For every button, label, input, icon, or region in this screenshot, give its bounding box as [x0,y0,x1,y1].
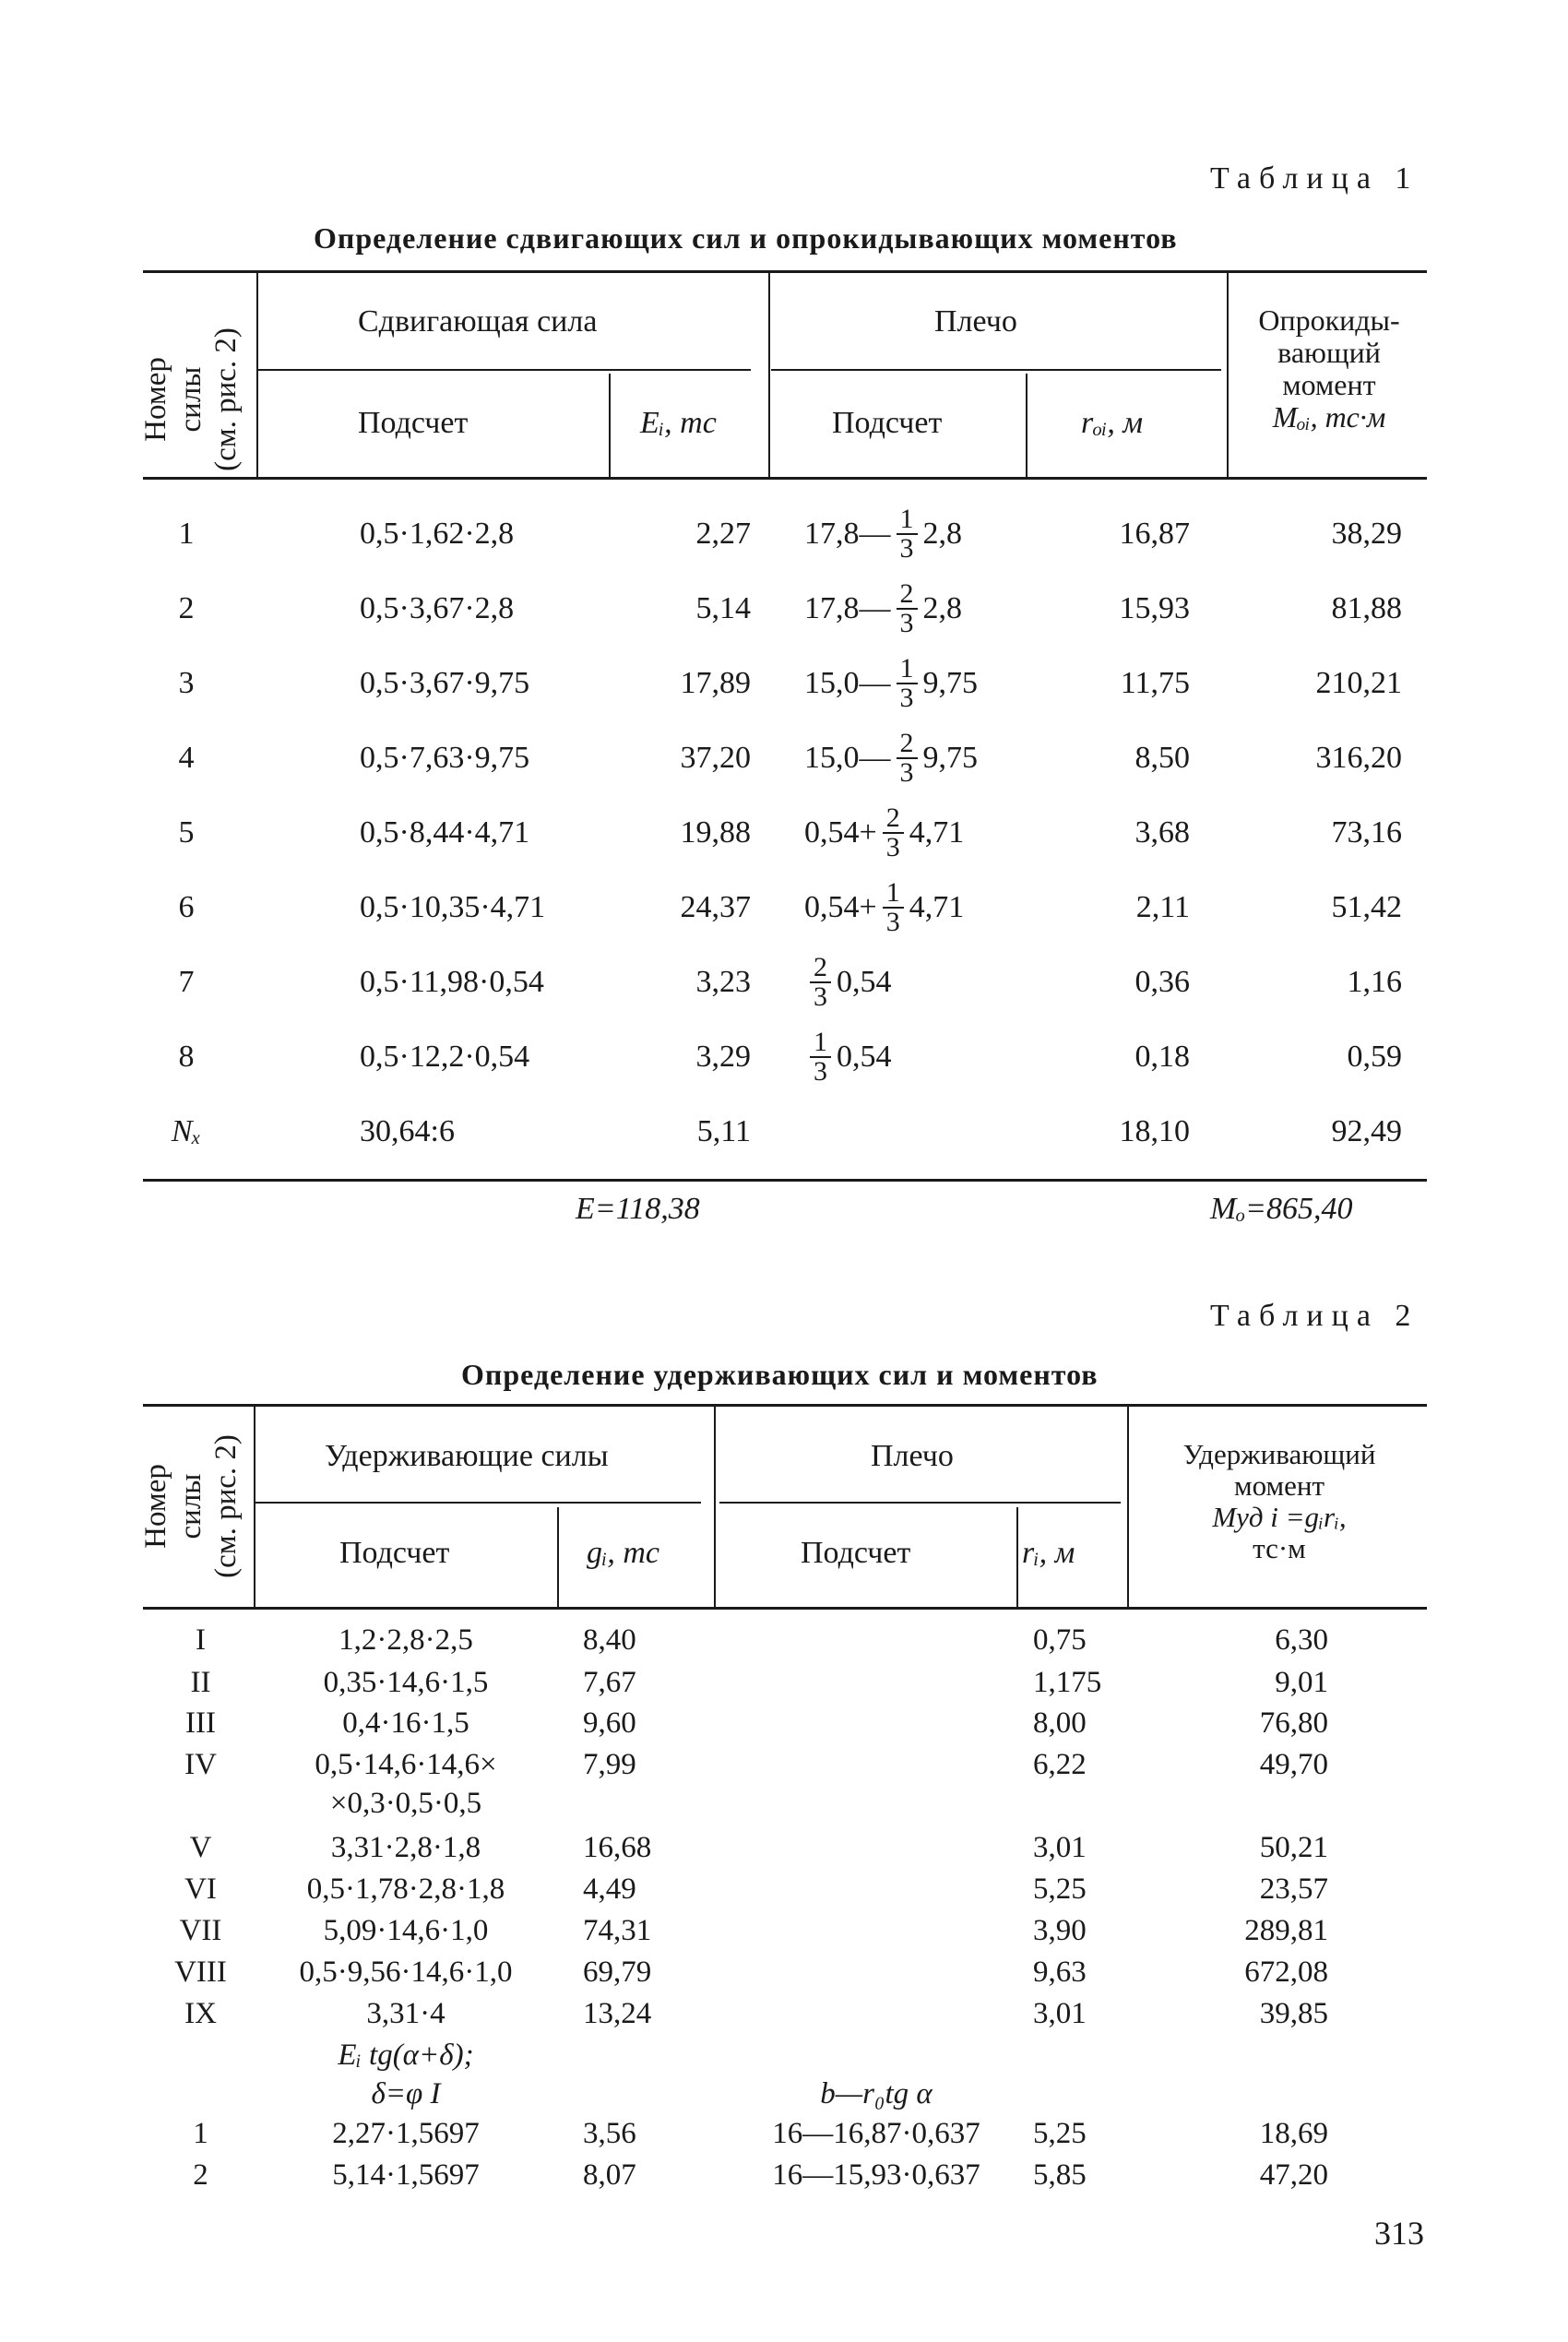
table1-row-ei: 5,11 [696,1114,751,1148]
table1-force-subrule [256,369,751,371]
table1-row-calc: 0,5·11,98·0,54 [360,965,544,999]
fraction-denominator: 3 [899,757,914,788]
arm-suffix: 9,75 [922,666,978,700]
table2-row-moment: 39,85 [1259,1997,1328,2030]
table1-row-moment: 1,16 [1347,965,1402,999]
table1-row-ei: 5,14 [695,591,751,625]
table1-row-calc: 0,5·12,2·0,54 [360,1040,530,1074]
table1-row-roi: 18,10 [1119,1114,1190,1148]
table2-row-gi: 7,67 [583,1666,636,1699]
table2-arm-header: Плечо [871,1439,954,1473]
table1-total-m: Mₒ=865,40 [1210,1192,1353,1226]
table2-gi-header: gᵢ, тс [587,1536,660,1570]
page-number: 313 [1374,2215,1424,2252]
arm-suffix: 0,54 [837,1040,892,1074]
table1-vline-1 [256,273,258,478]
table2-vline-4 [1016,1507,1018,1608]
table2-top-rule [143,1404,1427,1407]
table1-row-calc: 0,5·3,67·2,8 [360,591,515,625]
table2-row-ri: 0,75 [1033,1623,1087,1657]
table1-header-rule [143,477,1427,480]
table2-row-calc: 5,09·14,6·1,0 [323,1914,489,1947]
table2-row-calc: 0,5·1,78·2,8·1,8 [306,1872,505,1906]
table1-row-calc: 30,64:6 [360,1114,455,1148]
table1-row-number: Nₓ [171,1114,202,1148]
table1-row-ei: 2,27 [695,517,751,551]
table1-row-ei: 19,88 [680,815,751,850]
table2-row-number: 1 [193,2117,208,2150]
table1-row-ei: 3,23 [695,965,751,999]
table1-row-roi: 0,18 [1134,1040,1190,1074]
table2-row-gi: 3,56 [583,2117,636,2150]
arm-suffix: 9,75 [922,741,978,775]
table2-row-ri: 3,01 [1033,1997,1087,2030]
arm-prefix: 17,8— [804,591,891,625]
table2-row-calc: 0,5·9,56·14,6·1,0 [299,1956,513,1989]
table1-row-number: 8 [178,1040,195,1074]
arm-suffix: 4,71 [909,890,965,924]
table2-row-number: I [196,1623,206,1657]
arm-suffix: 4,71 [909,815,965,850]
table2-vline-3 [714,1407,716,1608]
fraction-denominator: 3 [899,533,914,564]
table1-top-rule [143,270,1427,273]
table2-row-moment: 47,20 [1259,2158,1328,2192]
table2-row-gi: 16,68 [583,1831,652,1864]
arm-fraction [810,954,831,1011]
table2-row-moment: 289,81 [1244,1914,1328,1947]
fraction-numerator: 2 [897,580,918,610]
fraction-denominator: 3 [885,907,900,937]
table1-row-moment: 0,59 [1347,1040,1402,1074]
table2-row-gi: 4,49 [583,1872,636,1906]
table2-row-moment: 18,69 [1259,2117,1328,2150]
table1-bottom-rule [143,1179,1427,1182]
table1-roi-header: rₒᵢ, м [1081,406,1144,440]
fraction-numerator: 1 [810,1028,831,1058]
table1-row-roi: 11,75 [1120,666,1190,700]
table1-row-moment: 92,49 [1331,1114,1402,1148]
table1-title: Определение сдвигающих сил и опрокидывающих моментов [314,221,1178,255]
table1-row-arm [804,730,978,787]
table2-row-gi: 74,31 [583,1914,652,1947]
table1-row-arm [804,655,978,712]
arm-prefix: 15,0— [804,666,891,700]
table2-row-ri: 5,85 [1033,2158,1087,2192]
table2-row-calc: 0,5·14,6·14,6× [315,1748,497,1781]
table2-arm-subrule [719,1502,1121,1504]
arm-suffix: 2,8 [922,591,962,625]
table1-row-calc: 0,5·1,62·2,8 [360,517,515,551]
arm-fraction [810,1028,831,1086]
table1-row-arm [804,1028,892,1086]
table2-row-ri: 3,90 [1033,1914,1087,1947]
table1-row-moment: 81,88 [1331,591,1402,625]
table2-caption: Таблица 2 [1210,1299,1420,1333]
table1-row-moment: 73,16 [1331,815,1402,850]
table2-row-gi: 7,99 [583,1748,636,1781]
arm-fraction [883,879,904,936]
table2-row-ri: 1,175 [1033,1666,1102,1699]
table1-force-header: Сдвигающая сила [358,304,598,339]
table1-ei-header: Eᵢ, тс [640,406,717,440]
table2-row-gi: 9,60 [583,1706,636,1740]
arm-prefix: 17,8— [804,517,891,551]
table2-row-calc: 5,14·1,5697 [332,2158,480,2192]
table2-row-ri: 8,00 [1033,1706,1087,1740]
fraction-numerator: 1 [883,879,904,909]
table2-row-number: IV [184,1748,217,1781]
table1-row-number: 5 [178,815,195,850]
table2-title: Определение удерживающих сил и моментов [461,1358,1099,1391]
table2-row-number: V [189,1831,212,1864]
table2-vline-2 [557,1507,559,1608]
fraction-denominator: 3 [885,832,900,862]
table2-row-number: VI [184,1872,217,1906]
table1-arm-subrule [771,369,1221,371]
table2-row-moment: 672,08 [1244,1956,1328,1989]
table1-row-arm [804,879,964,936]
table2-row-number: III [185,1706,216,1740]
table2-force-header: Удерживающие силы [325,1439,609,1473]
table1-row-ei: 24,37 [680,890,751,924]
table2-row-arm: 16—16,87·0,637 [772,2117,980,2150]
table1-row-ei: 17,89 [680,666,751,700]
table1-row-arm [804,580,962,637]
fraction-denominator: 3 [899,683,914,713]
table2-row-number: VIII [174,1956,227,1989]
table1-arm-header: Плечо [934,304,1017,339]
table1-row-number: 2 [178,591,195,625]
table2-calc2-header: Подсчет [801,1536,911,1570]
table2-row-arm: b—r₀tg α [820,2077,932,2110]
arm-suffix: 2,8 [922,517,962,551]
table2-row-moment: 76,80 [1259,1706,1328,1740]
table2-vline-5 [1127,1407,1129,1608]
table1-row-ei: 3,29 [695,1040,751,1074]
table1-total-e: E=118,38 [576,1192,700,1226]
table2-num-header: Номер силы (см. рис. 2) [139,1434,243,1578]
table2-row-ri: 5,25 [1033,2117,1087,2150]
arm-suffix: 0,54 [837,965,892,999]
table1-row-number: 3 [178,666,195,700]
table1-row-calc: 0,5·3,67·9,75 [360,666,530,700]
table2-row-ri: 3,01 [1033,1831,1087,1864]
table2-row-moment: 23,57 [1259,1872,1328,1906]
table1-row-arm [804,804,964,862]
table1-vline-4 [1026,374,1028,478]
table2-row-gi: 13,24 [583,1997,652,2030]
table2-row-ri: 5,25 [1033,1872,1087,1906]
table2-row-moment: 6,30 [1275,1623,1328,1657]
arm-fraction [897,730,918,787]
table1-row-roi: 3,68 [1134,815,1190,850]
table1-row-arm [804,505,962,563]
table2-row-calc: Eᵢ tg(α+δ); [338,2039,474,2072]
arm-prefix: 0,54+ [804,890,877,924]
table2-row-calc: 2,27·1,5697 [332,2117,480,2150]
fraction-numerator: 1 [897,505,918,535]
arm-prefix: 15,0— [804,741,891,775]
table1-row-calc: 0,5·8,44·4,71 [360,815,530,850]
table2-row-ri: 9,63 [1033,1956,1087,1989]
table1-row-moment: 38,29 [1331,517,1402,551]
table2-row-number: 2 [193,2158,208,2192]
arm-fraction [897,655,918,712]
table1-vline-5 [1227,273,1229,478]
table2-row-ri: 6,22 [1033,1748,1087,1781]
table1-vline-2 [609,374,611,478]
table1-row-number: 1 [178,517,195,551]
table2-row-number: II [190,1666,211,1699]
table2-row-calc: 0,4·16·1,5 [342,1706,469,1740]
table2-force-subrule [254,1502,701,1504]
table1-vline-3 [768,273,770,478]
table1-row-roi: 2,11 [1135,890,1190,924]
table1-row-roi: 15,93 [1119,591,1190,625]
table1-caption: Таблица 1 [1210,161,1420,196]
table1-num-header: Номер силы (см. рис. 2) [139,327,243,471]
table2-row-calc: 3,31·4 [366,1997,445,2030]
table1-row-ei: 37,20 [680,741,751,775]
table1-calc2-header: Подсчет [832,406,943,440]
table1-row-number: 6 [178,890,195,924]
table2-row-number: VII [179,1914,222,1947]
table1-row-moment: 316,20 [1315,741,1402,775]
arm-fraction [883,804,904,862]
table2-ri-header: rᵢ, м [1022,1536,1075,1570]
fraction-denominator: 3 [899,608,914,638]
table2-row-gi: 8,40 [583,1623,636,1657]
fraction-numerator: 1 [897,655,918,684]
table1-moment-header: Опрокиды- вающий момент Mₒᵢ, тс·м [1258,303,1400,434]
table1-row-roi: 0,36 [1134,965,1190,999]
table2-row-moment: 9,01 [1275,1666,1328,1699]
table1-row-calc: 0,5·10,35·4,71 [360,890,546,924]
table1-row-number: 7 [178,965,195,999]
table2-row-gi: 8,07 [583,2158,636,2192]
table1-row-roi: 16,87 [1119,517,1190,551]
table2-row-arm: 16—15,93·0,637 [772,2158,980,2192]
arm-fraction [897,580,918,637]
table1-row-moment: 51,42 [1331,890,1402,924]
fraction-denominator: 3 [814,1056,827,1087]
table1-row-arm [804,954,892,1011]
table2-row-calc-cont: ×0,3·0,5·0,5 [329,1787,482,1820]
fraction-denominator: 3 [814,981,827,1012]
table1-row-roi: 8,50 [1134,741,1190,775]
table1-row-moment: 210,21 [1315,666,1402,700]
arm-prefix: 0,54+ [804,815,877,850]
arm-fraction [897,505,918,563]
table2-header-rule [143,1607,1427,1610]
table2-row-moment: 50,21 [1259,1831,1328,1864]
table1-row-calc: 0,5·7,63·9,75 [360,741,530,775]
table2-vline-1 [254,1407,255,1608]
table2-row-moment: 49,70 [1259,1748,1328,1781]
table2-row-gi: 69,79 [583,1956,652,1989]
table1-row-number: 4 [178,741,195,775]
fraction-numerator: 2 [810,954,831,983]
table1-calc-header: Подсчет [358,406,469,440]
fraction-numerator: 2 [883,804,904,834]
table2-row-calc: 0,35·14,6·1,5 [323,1666,489,1699]
table2-row-calc-cont: δ=φ I [371,2077,441,2110]
table2-moment-header: Удерживающий момент Mуд i =gᵢrᵢ, тс·м [1182,1438,1376,1564]
table2-row-number: IX [184,1997,217,2030]
fraction-numerator: 2 [897,730,918,759]
table2-calc-header: Подсчет [339,1536,450,1570]
table2-row-calc: 3,31·2,8·1,8 [330,1831,481,1864]
table2-row-calc: 1,2·2,8·2,5 [339,1623,473,1657]
